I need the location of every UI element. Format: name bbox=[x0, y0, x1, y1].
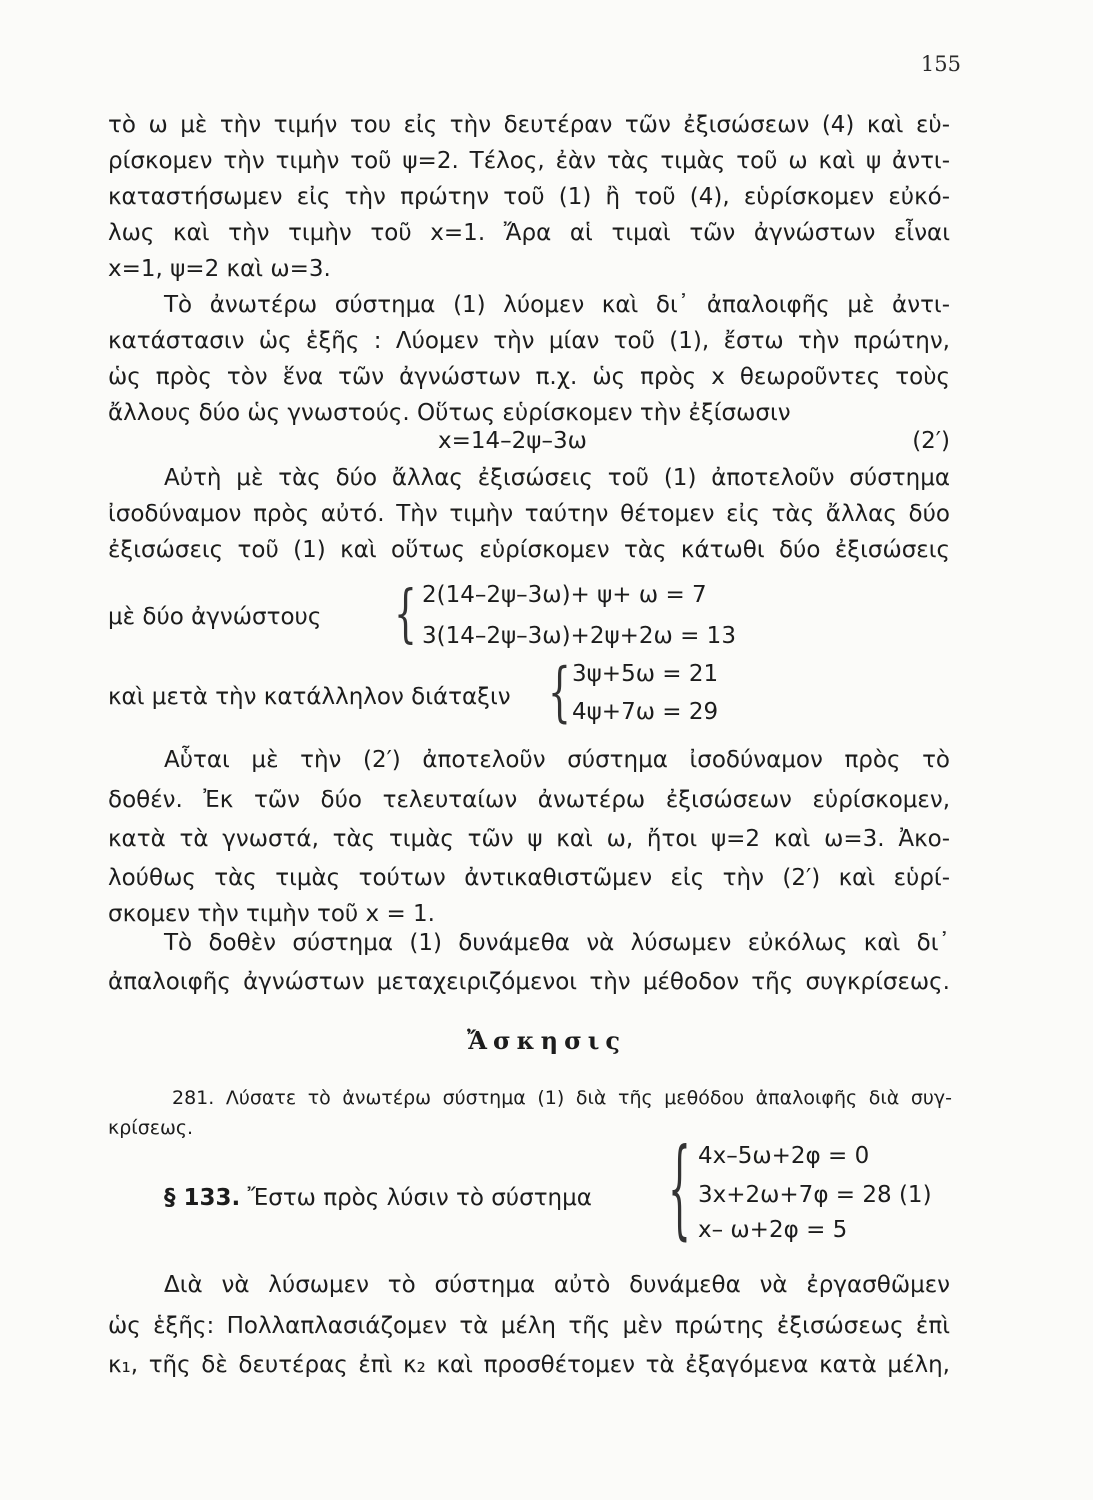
equation-2prime: x=14–2ψ–3ω bbox=[438, 428, 587, 454]
text-line: ἰσοδύναμον πρὸς αὐτό. Τὴν τιμὴν ταύτην θέτομεν εἰς τὰς ἄλλας δύο bbox=[108, 501, 950, 527]
text-line: λούθως τὰς τιμὰς τούτων ἀντικαθιστῶμεν εἰς τὴν (2′) καὶ εὑρί- bbox=[108, 865, 950, 891]
text-line: σκομεν τὴν τιμὴν τοῦ x = 1. bbox=[108, 901, 435, 927]
text-line: λως καὶ τὴν τιμὴν τοῦ x=1. Ἄρα αἱ τιμαὶ τῶν ἀγνώστων εἶναι bbox=[108, 220, 950, 246]
text-line: Διὰ νὰ λύσωμεν τὸ σύστημα αὐτὸ δυνάμεθα νὰ ἐργασθῶμεν bbox=[164, 1272, 950, 1298]
text-line: ὡς πρὸς τὸν ἕνα τῶν ἀγνώστων π.χ. ὡς πρὸς x θεωροῦντες τοὺς bbox=[108, 364, 950, 390]
text-line: τὸ ω μὲ τὴν τιμήν του εἰς τὴν δευτέραν τῶν ἐξισώσεων (4) καὶ εὑ- bbox=[108, 112, 950, 138]
page-number: 155 bbox=[920, 52, 961, 76]
section-number: § 133. bbox=[164, 1185, 241, 1211]
text-line: κ₁, τῆς δὲ δευτέρας ἐπὶ κ₂ καὶ προσθέτομεν τὰ ἐξαγόμενα κατὰ μέλη, bbox=[108, 1352, 950, 1378]
text-line: καταστήσωμεν εἰς τὴν πρώτην τοῦ (1) ἢ τοῦ (4), εὑρίσκομεν εὐκό- bbox=[108, 184, 950, 210]
exercise-text: 281. Λύσατε τὸ ἀνωτέρω σύστημα (1) διὰ τῆς μεθόδου ἀπαλοιφῆς διὰ συγ- bbox=[172, 1087, 952, 1109]
system-equation: 3(14–2ψ–3ω)+2ψ+2ω = 13 bbox=[422, 623, 736, 649]
exercise-text: κρίσεως. bbox=[108, 1117, 194, 1139]
text-line: κατὰ τὰ γνωστά, τὰς τιμὰς τῶν ψ καὶ ω, ἤτοι ψ=2 καὶ ω=3. Ἀκο- bbox=[108, 826, 950, 852]
system-equation: x– ω+2φ = 5 bbox=[698, 1217, 848, 1243]
system-equation: 3x+2ω+7φ = 28 (1) bbox=[698, 1182, 932, 1208]
system-lead-text: μὲ δύο ἀγνώστους bbox=[108, 604, 322, 630]
left-brace-icon: { bbox=[394, 578, 417, 651]
text-line: Αὐτὴ μὲ τὰς δύο ἄλλας ἐξισώσεις τοῦ (1) ἀποτελοῦν σύστημα bbox=[164, 465, 950, 491]
system-equation: 2(14–2ψ–3ω)+ ψ+ ω = 7 bbox=[422, 582, 707, 608]
equation-label: (2′) bbox=[912, 428, 950, 454]
text-line: ἀπαλοιφῆς ἀγνώστων μεταχειριζόμενοι τὴν μέθοδον τῆς συγκρίσεως. bbox=[108, 969, 950, 995]
text-line: κατάστασιν ὡς ἑξῆς : Λύομεν τὴν μίαν τοῦ (1), ἔστω τὴν πρώτην, bbox=[108, 328, 950, 354]
text-line: x=1, ψ=2 καὶ ω=3. bbox=[108, 256, 331, 282]
text-line: Αὗται μὲ τὴν (2′) ἀποτελοῦν σύστημα ἰσοδύναμον πρὸς τὸ bbox=[164, 747, 950, 773]
system-lead-text: καὶ μετὰ τὴν κατάλληλον διάταξιν bbox=[108, 684, 511, 710]
text-line: Τὸ δοθὲν σύστημα (1) δυνάμεθα νὰ λύσωμεν εὐκόλως καὶ δι᾽ bbox=[164, 930, 950, 956]
text-line: δοθέν. Ἐκ τῶν δύο τελευταίων ἀνωτέρω ἐξισώσεων εὑρίσκομεν, bbox=[108, 787, 950, 813]
text-line: Τὸ ἀνωτέρω σύστημα (1) λύομεν καὶ δι᾽ ἀπαλοιφῆς μὲ ἀντι- bbox=[164, 292, 950, 318]
left-brace-icon: { bbox=[668, 1129, 691, 1252]
system-equation: 4x–5ω+2φ = 0 bbox=[698, 1143, 870, 1169]
text-line: ρίσκομεν τὴν τιμὴν τοῦ ψ=2. Τέλος, ἐὰν τὰς τιμὰς τοῦ ω καὶ ψ ἀντι- bbox=[108, 148, 950, 174]
exercise-heading: Ἄσκησις bbox=[466, 1026, 626, 1055]
text-line: ὡς ἑξῆς: Πολλαπλασιάζομεν τὰ μέλη τῆς μὲν πρώτης ἐξισώσεως ἐπὶ bbox=[108, 1313, 950, 1339]
text-line: ἄλλους δύο ὡς γνωστούς. Οὕτως εὑρίσκομεν τὴν ἐξίσωσιν bbox=[108, 400, 791, 426]
section-intro bbox=[164, 1181, 592, 1215]
text-line: ἐξισώσεις τοῦ (1) καὶ οὕτως εὑρίσκομεν τὰς κάτωθι δύο ἐξισώσεις bbox=[108, 537, 950, 563]
system-equation: 4ψ+7ω = 29 bbox=[572, 699, 719, 725]
section-text: Ἔστω πρὸς λύσιν τὸ σύστημα bbox=[247, 1185, 592, 1211]
left-brace-icon: { bbox=[548, 656, 571, 731]
system-equation: 3ψ+5ω = 21 bbox=[572, 661, 719, 687]
